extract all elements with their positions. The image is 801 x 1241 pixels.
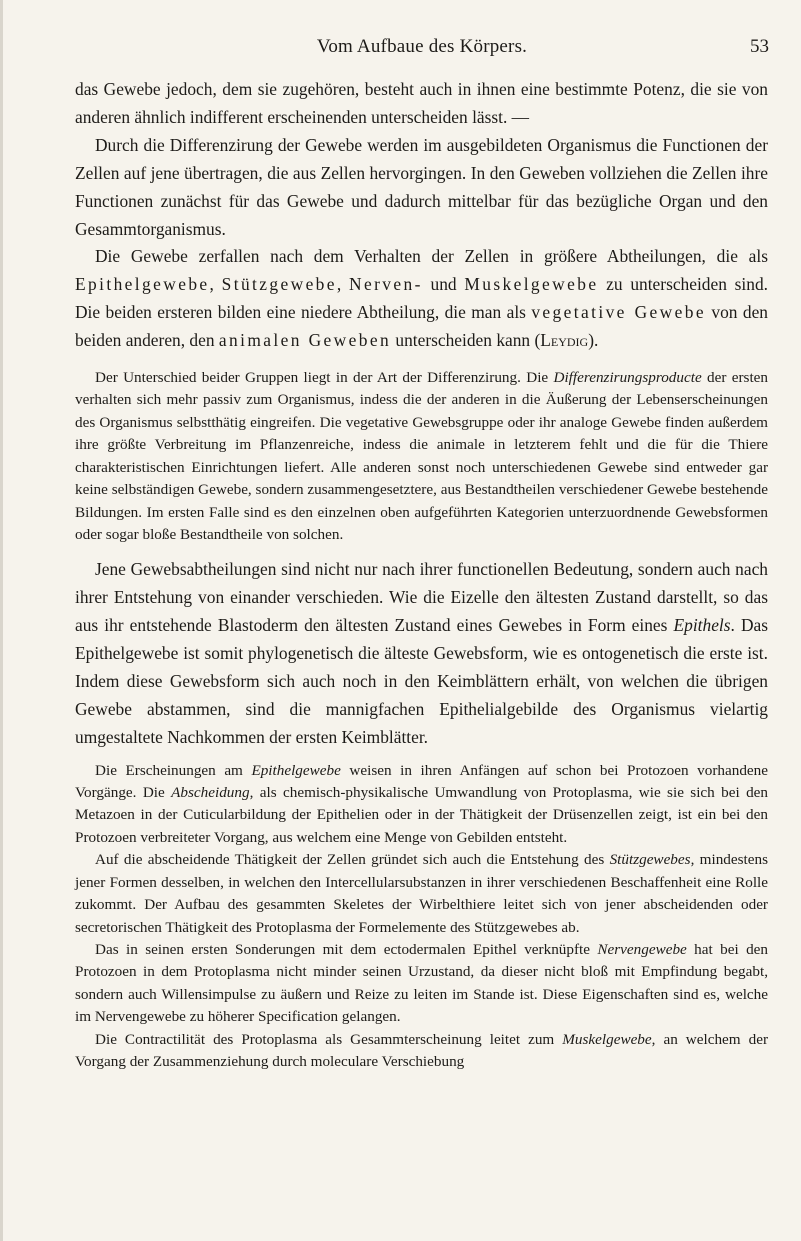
paragraph-entstehung: Jene Gewebsabtheilungen sind nicht nur nach ihrer functionellen Bedeutung, sondern auch nach ihrer Entstehung von einander verschieden. Wie die Eizelle den ältesten Zustand darstellt, so das aus ihr entstehende Blastoderm den ältesten Zustand eines Gewebes in Form eines Epithels. Das Epithelgewebe ist somit phylogenetisch die älteste Gewebsform, wie es ontogenetisch die erste ist. Indem diese Gewebsform sich auch noch in den Keimblättern erhält, von welchen die übrigen Gewebe abstammen, sind die mannigfachen Epithelialgebilde des Organismus vielartig umgestaltete Nachkommen der ersten Keimblätter. <box>75 559 768 747</box>
paragraph-unterschied-gruppen: Der Unterschied beider Gruppen liegt in der Art der Differenzirung. Die Differenzirungsproducte der ersten verhalten sich mehr passiv zum Organismus, indess die der anderen in die Äußerung der Lebenserscheinungen des Organismus selbstthätig eingreifen. Die vegetative Gewebsgruppe oder ihr analoge Gewebe finden außerdem ihre größte Verbreitung im Pflanzenreiche, indess die animale in letzterem fehlt und die für die Thiere charakteristischen Einrichtungen liefert. Alle anderen sonst noch unterschiedenen Gewebe sind entweder gar keine selbständigen Gewebe, sondern zusammengesetztere, aus Bestandtheilen verschiedener Gewebe bestehende Bildungen. Im ersten Falle sind es den einzelnen oben aufgeführten Kategorien unterzuordnende Gewebsformen oder sogar bloße Bestandtheile von solchen. <box>75 369 769 543</box>
large-print-section <box>75 76 768 355</box>
author-leydig: Leydig <box>540 330 589 351</box>
term-nervengewebe: Nervengewebe <box>597 940 687 958</box>
term-muskelgewebe: Muskelgewebe <box>464 274 599 295</box>
paragraph-differenzirung: Durch die Differenzirung der Gewebe werden im ausgebildeten Organismus die Functionen der Zellen auf jene übertragen, die aus Zellen hervorgingen. In den Geweben vollziehen die Zellen ihre Functionen zunächst für das Gewebe und dadurch mittelbar für das bezügliche Organ und den Gesammtorganismus. <box>75 134 768 239</box>
paragraph-muskelgewebe: Die Contractilität des Protoplasma als Gesammterscheinung leitet zum Muskelgewebe, an welchem der Vorgang der Zusammenziehung durch moleculare Verschiebung <box>75 1030 769 1070</box>
term-stuetzgewebes: Stützgewebes <box>609 851 691 869</box>
term-differenzirungsproducte: Differenzirungsproducte <box>553 369 702 387</box>
term-animalen-geweben: animalen Geweben <box>218 330 392 351</box>
large-print-section-2 <box>75 556 768 751</box>
paragraph-gewebe-abtheilungen: Die Gewebe zerfallen nach dem Verhalten der Zellen in größere Abtheilungen, die als Epithelgewebe, Stützgewebe, Nerven- und Muskelgewebe zu unterscheiden sind. Die beiden ersteren bilden eine niedere Abtheilung, die man als vegetative Gewebe von den beiden anderen, den animalen Geweben unterscheiden kann (Leydig). <box>75 246 768 351</box>
term-nerven: Nerven- <box>349 274 423 295</box>
term-epithelgewebe: Epithelgewebe <box>75 274 210 295</box>
term-muskelgewebe: Muskelgewebe <box>562 1030 652 1048</box>
term-vegetative-gewebe: vegetative Gewebe <box>531 302 706 323</box>
page-number: 53 <box>750 36 769 57</box>
paragraph-epithelgewebe: Die Erscheinungen am Epithelgewebe weisen in ihren Anfängen auf schon bei Protozoen vorhandene Vorgänge. Die Abscheidung, als chemisch-physikalische Umwandlung von Protoplasma, wie sie sich bei den Metazoen in der Cuticularbildung der Epithelien oder in der Thätigkeit der Drüsenzellen zeigt, ist ein bei den Protozoen verbreiteter Vorgang, aus welchem eine Menge von Gebilden entsteht. <box>75 761 768 846</box>
term-epithelgewebe-italic: Epithelgewebe <box>251 761 341 779</box>
term-stuetzgewebe: Stützgewebe <box>221 274 337 295</box>
term-abscheidung: Abscheidung <box>171 784 250 802</box>
running-title: Vom Aufbaue des Körpers. <box>316 36 528 57</box>
page-body <box>75 76 768 1073</box>
paragraph-continuation: das Gewebe jedoch, dem sie zugehören, besteht auch in ihnen eine bestimmte Potenz, die sie von anderen ähnlich indifferent erscheinenden unterscheiden lässt. — <box>75 79 768 127</box>
small-print-note-1 <box>75 367 768 546</box>
small-print-note-2 <box>75 760 768 1074</box>
running-header <box>75 36 769 64</box>
paragraph-stuetzgewebe: Auf die abscheidende Thätigkeit der Zellen gründet sich auch die Entstehung des Stützgewebes, mindestens jener Formen desselben, in welchen den Intercellularsubstanzen in ihrer verschiedenen Beschaffenheit eine Rolle zukommt. Der Aufbau des gesammten Skeletes der Wirbelthiere leitet sich von jener abscheidenden oder secretorischen Thätigkeit des Protoplasma der Formelemente des Stützgewebes ab. <box>75 851 768 936</box>
paragraph-nervengewebe: Das in seinen ersten Sonderungen mit dem ectodermalen Epithel verknüpfte Nervengewebe hat bei den Protozoen in dem Protoplasma nicht minder seinen Urzustand, da dieser nicht bloß mit Empfindung begabt, sondern auch Willensimpulse zu äußern und Reize zu leiten im Stande ist. Diese Eigenschaften sind es, welche im Nervengewebe zu höherer Specification gelangen. <box>75 940 769 1026</box>
term-epithels: Epithels <box>673 615 731 636</box>
